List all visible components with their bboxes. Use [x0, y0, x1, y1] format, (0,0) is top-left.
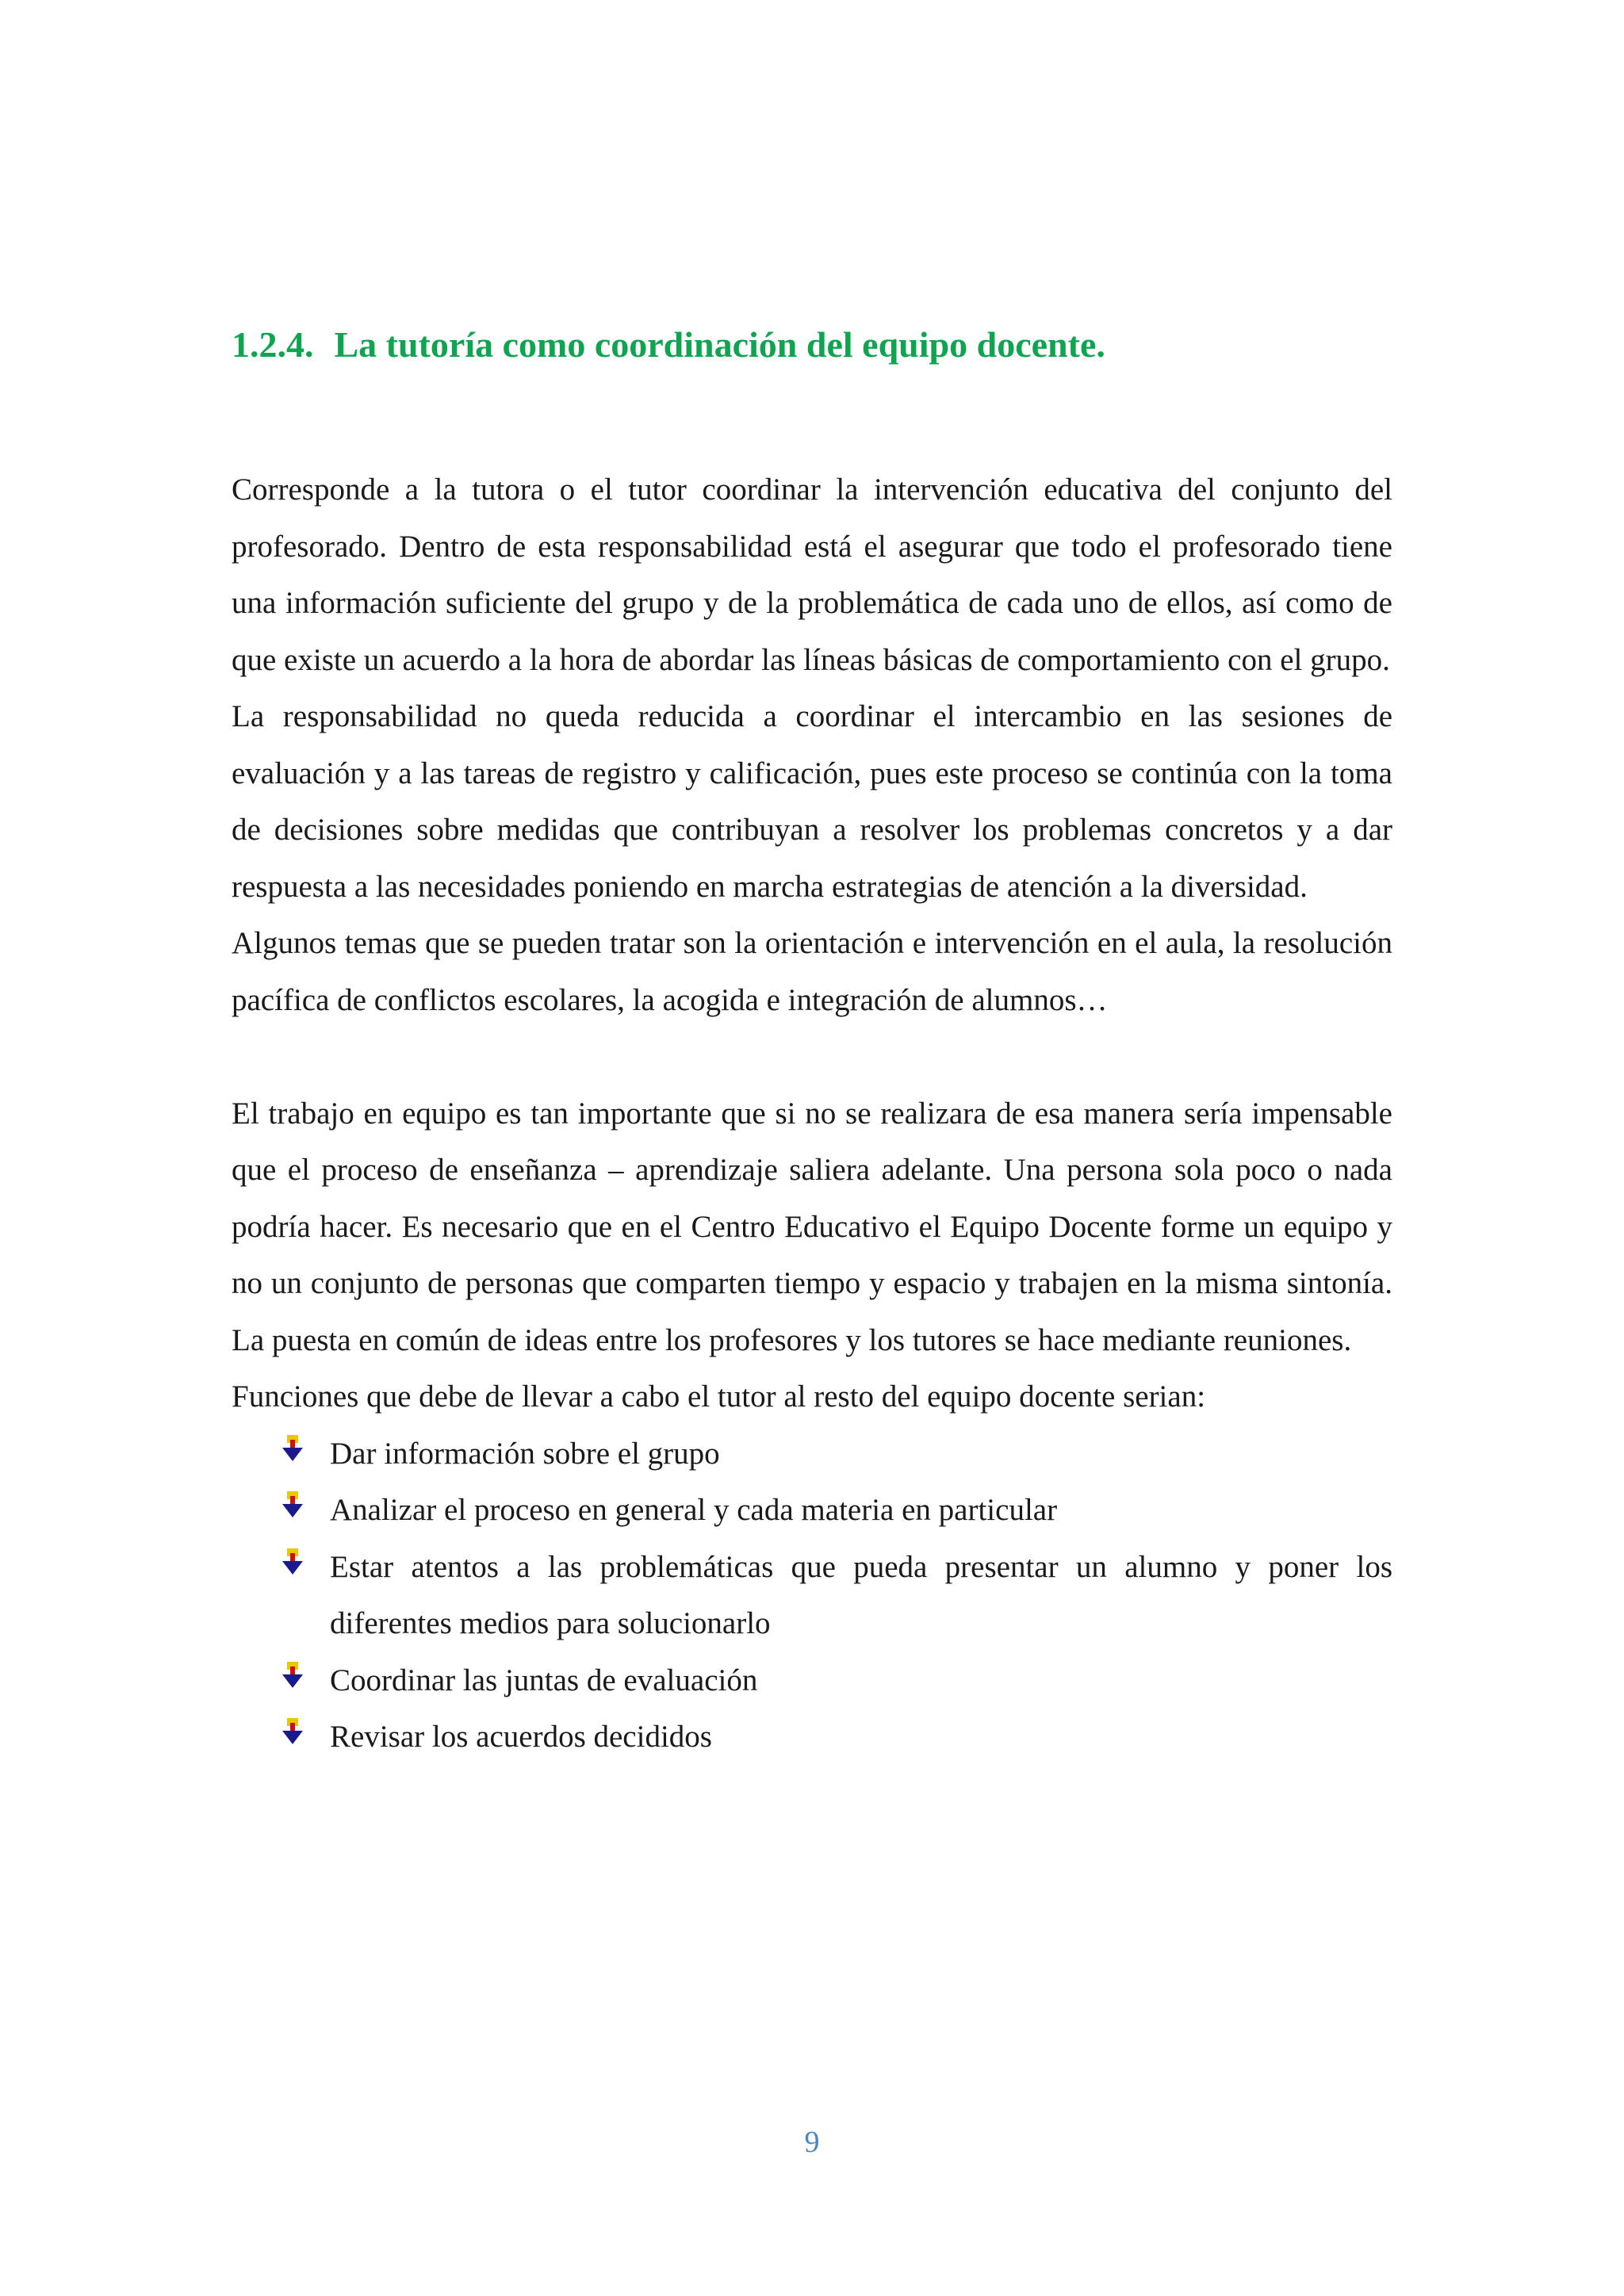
body-text [232, 461, 1392, 1766]
page-number: 9 [804, 2126, 820, 2159]
list-item-text: Coordinar las juntas de evaluación [330, 1663, 758, 1697]
paragraph-gap [232, 1028, 1392, 1085]
paragraph: La responsabilidad no queda reducida a coordinar el intercambio en las sesiones de evaluación y a las tareas de registro y calificación, pues este proceso se continúa con la toma de decisiones sobre medidas que contribuyan a resolver los problemas concretos y a dar respuesta a las necesidades poniendo en marcha estrategias de atención a la diversidad. [232, 699, 1392, 904]
section-title: La tutoría como coordinación del equipo docente. [334, 324, 1105, 365]
list-item-text: Analizar el proceso en general y cada materia en particular [330, 1493, 1058, 1527]
arrow-down-bullet-icon [281, 1435, 304, 1462]
paragraph: Corresponde a la tutora o el tutor coordinar la intervención educativa del conjunto del profesorado. Dentro de esta responsabilidad está el asegurar que todo el profesorado tiene una información suficiente del grupo y de la problemática de cada uno de ellos, así como de que existe un acuerdo a la hora de abordar las líneas básicas de comportamiento con el grupo. [232, 473, 1392, 677]
list-item [330, 1709, 1392, 1766]
list-item-text: Dar información sobre el grupo [330, 1436, 720, 1471]
list-item [330, 1425, 1392, 1483]
paragraph: Algunos temas que se pueden tratar son la orientación e intervención en el aula, la resolución pacífica de conflictos escolares, la acogida e integración de alumnos… [232, 926, 1392, 1017]
list-item [330, 1652, 1392, 1709]
arrow-down-bullet-icon [281, 1491, 304, 1518]
list-item-text: Revisar los acuerdos decididos [330, 1720, 712, 1754]
section-number: 1.2.4. [232, 324, 314, 365]
list-item-text: Estar atentos a las problemáticas que pueda presentar un alumno y poner los diferentes medios para solucionarlo [330, 1549, 1392, 1640]
list-item [330, 1482, 1392, 1539]
arrow-down-bullet-icon [281, 1662, 304, 1689]
paragraph: El trabajo en equipo es tan importante que si no se realizara de esa manera sería impensable que el proceso de enseñanza – aprendizaje saliera adelante. Una persona sola poco o nada podría hacer. Es necesario que en el Centro Educativo el Equipo Docente forme un equipo y no un conjunto de personas que comparten tiempo y espacio y trabajen en la misma sintonía. La puesta en común de ideas entre los profesores y los tutores se hace mediante reuniones. [232, 1096, 1392, 1357]
section-heading [232, 323, 1397, 365]
list-item [330, 1539, 1392, 1652]
arrow-down-bullet-icon [281, 1718, 304, 1745]
arrow-down-bullet-icon [281, 1548, 304, 1575]
paragraph: Funciones que debe de llevar a cabo el tutor al resto del equipo docente serian: [232, 1380, 1206, 1414]
functions-list [232, 1425, 1392, 1766]
